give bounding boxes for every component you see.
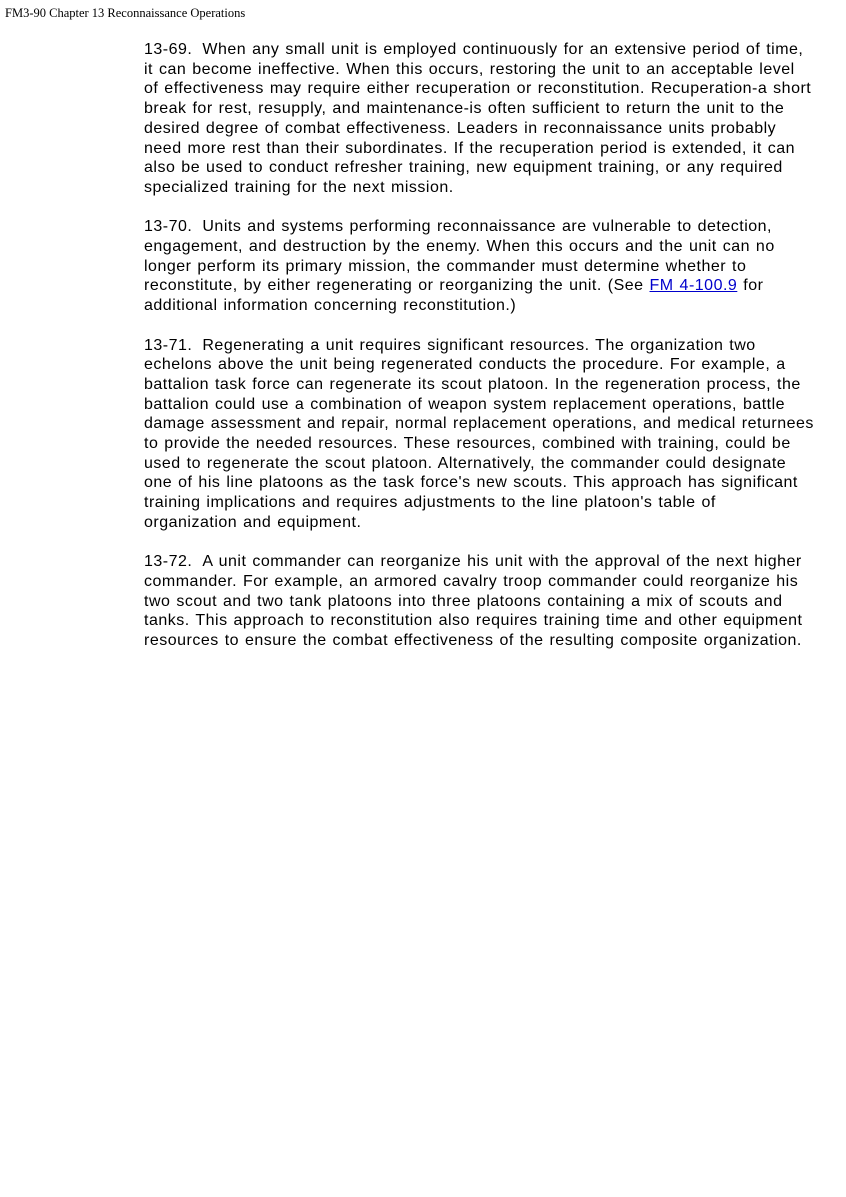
paragraph-text-before-link: Units and systems performing reconnaissance are vulnerable to detection, engagement, and destruction by the enemy. When this occurs and the unit can no longer perform its primary mission, the commander must determine whether to reconstitute, by either regenerating or reorganizing the unit. (See [144,218,775,295]
fm-4-100-9-link[interactable]: FM 4-100.9 [649,277,738,295]
paragraph-text: Regenerating a unit requires significant resources. The organization two echelons above the unit being regenerated conducts the procedure. For example, a battalion task force can regenerate its scout platoon. In the regeneration process, the battalion could use a combination of weapon system replacement operations, battle damage assessment and repair, normal replacement operations, and medical returnees to provide the needed resources. These resources, combined with training, could be used to regenerate the scout platoon. Alternatively, the commander could designate one of his line platoons as the task force's new scouts. This approach has significant training implications and requires adjustments to the line platoon's table of organization and equipment. [144,336,814,531]
paragraph-13-71 [144,336,814,533]
paragraph-text: A unit commander can reorganize his unit with the approval of the next higher commander. For example, an armored cavalry troop commander could reorganize his two scout and two tank platoons into three platoons containing a mix of scouts and tanks. This approach to reconstitution also requires training time and other equipment resources to ensure the combat effectiveness of the resulting composite organization. [144,553,803,650]
paragraph-text-after-link: for additional information concerning reconstitution.) [144,277,764,315]
page-header-title: FM3-90 Chapter 13 Reconnaissance Operations [5,6,246,20]
paragraph-number: 13-71. [144,336,193,354]
document-body [144,40,814,670]
paragraph-13-70 [144,217,814,316]
paragraph-13-72 [144,552,814,651]
paragraph-number: 13-69. [144,41,193,58]
paragraph-13-69 [144,40,814,198]
paragraph-number: 13-72. [144,553,193,571]
paragraph-number: 13-70. [144,218,193,236]
paragraph-text: When any small unit is employed continuously for an extensive period of time, it can become ineffective. When this occurs, restoring the unit to an acceptable level of effectiveness may require either recuperation or reconstitution. Recuperation-a short break for rest, resupply, and maintenance-is often sufficient to return the unit to the desired degree of combat effectiveness. Leaders in reconnaissance units probably need more rest than their subordinates. If the recuperation period is extended, it can also be used to conduct refresher training, new equipment training, or any required specialized training for the next mission. [144,41,812,196]
